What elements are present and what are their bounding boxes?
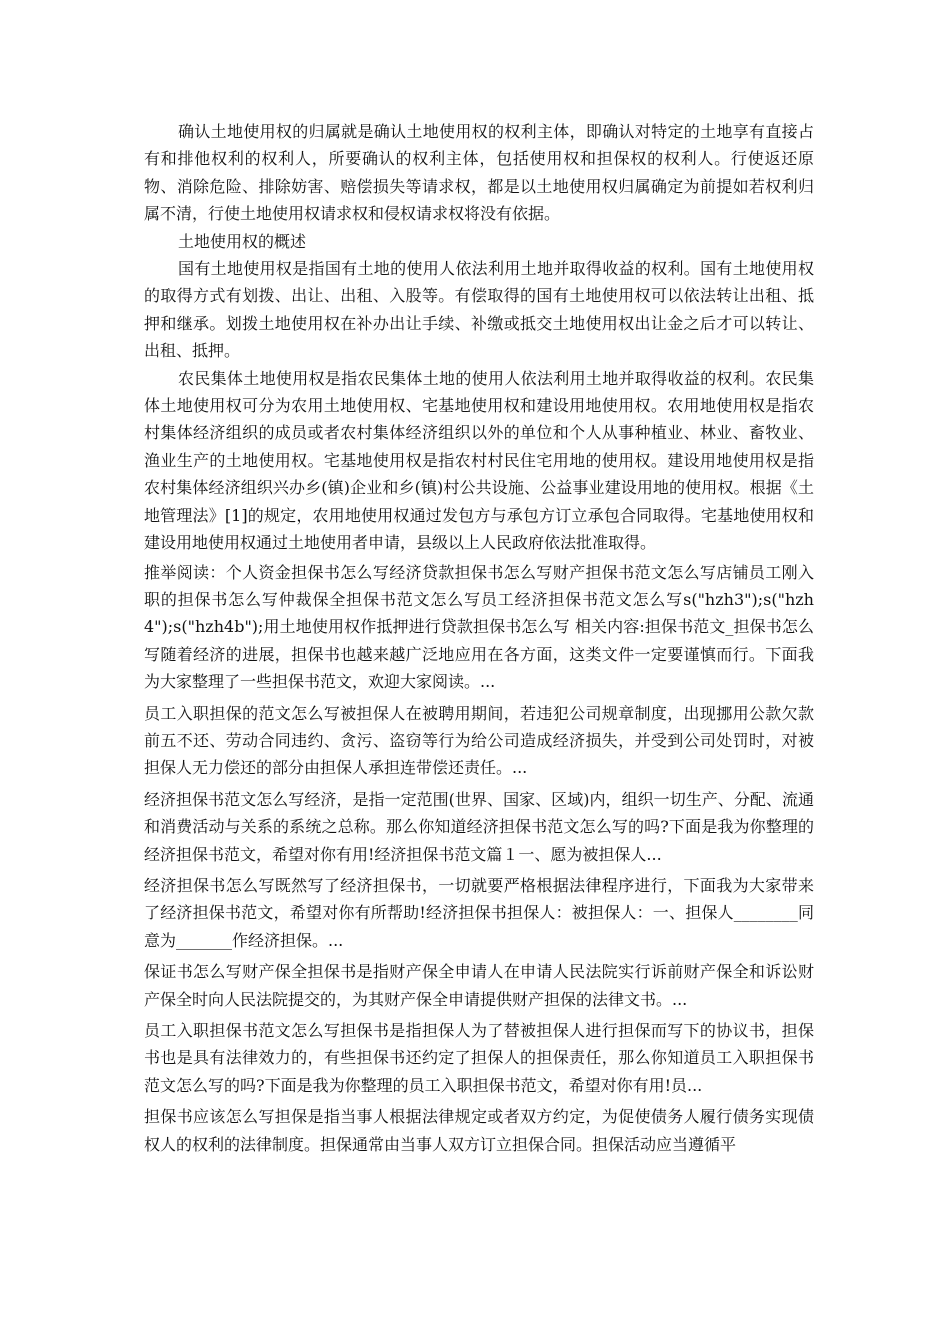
related-entry: 员工入职担保的范文怎么写被担保人在被聘用期间，若违犯公司规章制度，出现挪用公款欠款前五不还、劳动合同违约、贪污、盗窃等行为给公司造成经济损失，并受到公司处罚时，对被担保人无力偿还的部分由担保人承担连带偿还责任。... [144, 703, 814, 778]
related-articles [144, 559, 814, 1159]
related-entry: 保证书怎么写财产保全担保书是指财产保全申请人在申请人民法院实行诉前财产保全和诉讼财产保全时向人民法院提交的，为其财产保全申请提供财产担保的法律文书。... [144, 962, 814, 1009]
related-entry: 推举阅读：个人资金担保书怎么写经济贷款担保书怎么写财产担保书范文怎么写店铺员工刚入职的担保书怎么写仲裁保全担保书范文怎么写员工经济担保书范文怎么写s("hzh3");s("hzh4");s("hzh4b");用土地使用权作抵押进行贷款担保书怎么写 相关内容:担保书范文_担保书怎么写随着经济的进展，担保书也越来越广泛地应用在各方面，这类文件一定要谨慎而行。下面我为大家整理了一些担保书范文，欢迎大家阅读。... [144, 562, 814, 692]
related-entry: 经济担保书怎么写既然写了经济担保书，一切就要严格根据法律程序进行，下面我为大家带来了经济担保书范文，希望对你有所帮助!经济担保书担保人：被担保人：一、担保人________同意为_______作经济担保。... [144, 875, 814, 950]
paragraph-collective-land: 农民集体土地使用权是指农民集体土地的使用人依法利用土地并取得收益的权利。农民集体土地使用权可分为农用土地使用权、宅基地使用权和建设用地使用权。农用地使用权是指农村集体经济组织的成员或者农村集体经济组织以外的单位和个人从事种植业、林业、畜牧业、渔业生产的土地使用权。宅基地使用权是指农村村民住宅用地的使用权。建设用地使用权是指农村集体经济组织兴办乡(镇)企业和乡(镇)村公共设施、公益事业建设用地的使用权。根据《土地管理法》[1]的规定，农用地使用权通过发包方与承包方订立承包合同取得。宅基地使用权和建设用地使用权通过土地使用者申请，县级以上人民政府依法批准取得。 [144, 368, 814, 553]
section-heading: 土地使用权的概述 [178, 231, 307, 251]
document-page [144, 118, 814, 1158]
related-entry: 经济担保书范文怎么写经济，是指一定范围(世界、国家、区域)内，组织一切生产、分配、流通和消费活动与关系的系统之总称。那么你知道经济担保书范文怎么写的吗?下面是我为你整理的经济担保书范文，希望对你有用!经济担保书范文篇１一、愿为被担保人... [144, 789, 814, 864]
related-entry: 担保书应该怎么写担保是指当事人根据法律规定或者双方约定，为促使债务人履行债务实现债权人的权利的法律制度。担保通常由当事人双方订立担保合同。担保活动应当遵循平 [144, 1107, 814, 1154]
related-entry: 员工入职担保书范文怎么写担保书是指担保人为了替被担保人进行担保而写下的协议书，担保书也是具有法律效力的，有些担保书还约定了担保人的担保责任，那么你知道员工入职担保书范文怎么写的吗?下面是我为你整理的员工入职担保书范文，希望对你有用!员... [144, 1021, 814, 1095]
paragraph-state-land: 国有土地使用权是指国有土地的使用人依法利用土地并取得收益的权利。国有土地使用权的取得方式有划拨、出让、出租、入股等。有偿取得的国有土地使用权可以依法转让出租、抵押和继承。划拨土地使用权在补办出让手续、补缴或抵交土地使用权出让金之后才可以转让、出租、抵押。 [144, 259, 814, 361]
paragraph-ownership: 确认土地使用权的归属就是确认土地使用权的权利主体，即确认对特定的土地享有直接占有和排他权利的权利人，所要确认的权利主体，包括使用权和担保权的权利人。行使返还原物、消除危险、排除妨害、赔偿损失等请求权，都是以土地使用权归属确定为前提如若权利归属不清，行使土地使用权请求权和侵权请求权将没有依据。 [144, 122, 814, 224]
